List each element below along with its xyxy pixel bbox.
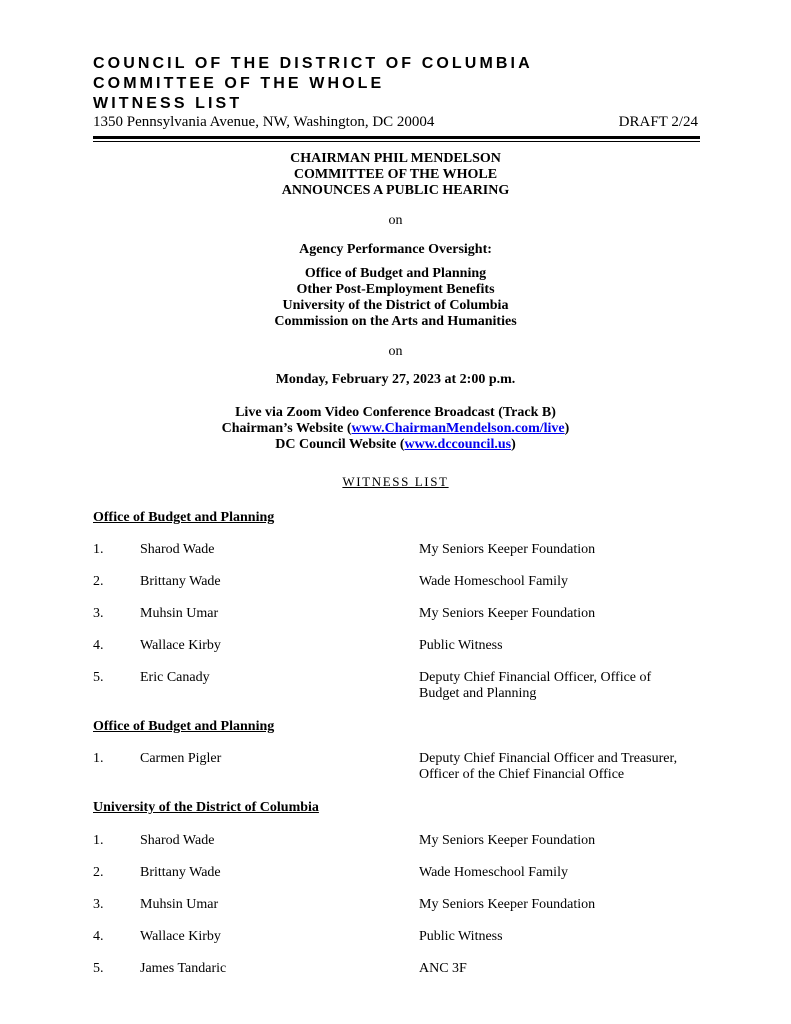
witness-name: Brittany Wade: [140, 865, 221, 880]
draft-label: DRAFT 2/24: [618, 114, 698, 130]
witness-organization: Deputy Chief Financial Officer, Office of: [419, 670, 652, 685]
witness-name: Wallace Kirby: [140, 929, 221, 944]
witness-organization: Wade Homeschool Family: [419, 574, 568, 589]
header-rule-thin: [93, 141, 700, 142]
council-website-link[interactable]: www.dccouncil.us: [404, 437, 512, 452]
witness-number: 1.: [93, 542, 104, 557]
witness-number: 4.: [93, 929, 104, 944]
witness-name: Eric Canady: [140, 670, 210, 685]
council-website-close: ): [511, 437, 516, 452]
committee-title: COMMITTEE OF THE WHOLE: [93, 75, 385, 92]
broadcast-info: Live via Zoom Video Conference Broadcast (Track B): [235, 405, 556, 420]
witness-number: 5.: [93, 670, 104, 685]
agency-item: Other Post-Employment Benefits: [296, 282, 495, 297]
witness-number: 5.: [93, 961, 104, 976]
witness-number: 1.: [93, 833, 104, 848]
witness-list-title: [0, 474, 791, 490]
witness-organization-continued: Budget and Planning: [419, 686, 537, 701]
announce-committee: COMMITTEE OF THE WHOLE: [293, 167, 498, 182]
section-title: University of the District of Columbia: [93, 800, 319, 815]
council-title: COUNCIL OF THE DISTRICT OF COLUMBIA: [93, 55, 533, 72]
council-website-line: [0, 437, 791, 453]
witness-organization: Wade Homeschool Family: [419, 865, 568, 880]
header-rule-thick: [93, 136, 700, 139]
witness-name: James Tandaric: [140, 961, 227, 976]
witness-organization: My Seniors Keeper Foundation: [419, 833, 596, 848]
witness-name: Muhsin Umar: [140, 606, 219, 621]
witness-number: 3.: [93, 897, 104, 912]
witness-number: 2.: [93, 574, 104, 589]
witness-number: 1.: [93, 751, 104, 766]
witness-organization-continued: Officer of the Chief Financial Office: [419, 767, 625, 782]
witness-name: Sharod Wade: [140, 833, 215, 848]
witness-organization: Deputy Chief Financial Officer and Treasurer,: [419, 751, 678, 766]
witness-organization: Public Witness: [419, 638, 503, 653]
announce-hearing: ANNOUNCES A PUBLIC HEARING: [281, 183, 510, 198]
announce-chairman: CHAIRMAN PHIL MENDELSON: [290, 151, 501, 166]
hearing-topic: Agency Performance Oversight:: [299, 242, 492, 257]
witness-name: Wallace Kirby: [140, 638, 221, 653]
witness-list-title-text: WITNESS LIST: [342, 474, 449, 489]
witness-name: Brittany Wade: [140, 574, 221, 589]
address: 1350 Pennsylvania Avenue, NW, Washington, DC 20004: [93, 114, 435, 130]
announce-on: on: [388, 213, 403, 228]
witness-number: 4.: [93, 638, 104, 653]
council-website-label: DC Council Website (: [275, 437, 405, 452]
witness-number: 3.: [93, 606, 104, 621]
section-title: Office of Budget and Planning: [93, 719, 275, 734]
witness-name: Muhsin Umar: [140, 897, 219, 912]
witness-list-heading: WITNESS LIST: [93, 95, 243, 112]
witness-number: 2.: [93, 865, 104, 880]
agency-item: Commission on the Arts and Humanities: [274, 314, 517, 329]
chairman-website-label: Chairman’s Website (: [221, 421, 352, 436]
chairman-website-line: [0, 421, 791, 437]
chairman-website-close: ): [564, 421, 570, 436]
witness-organization: My Seniors Keeper Foundation: [419, 897, 596, 912]
announce-on: on: [388, 344, 403, 359]
witness-organization: My Seniors Keeper Foundation: [419, 542, 596, 557]
witness-organization: ANC 3F: [419, 961, 467, 976]
section-title: Office of Budget and Planning: [93, 510, 275, 525]
witness-organization: My Seniors Keeper Foundation: [419, 606, 596, 621]
witness-name: Carmen Pigler: [140, 751, 222, 766]
witness-name: Sharod Wade: [140, 542, 215, 557]
hearing-date: Monday, February 27, 2023 at 2:00 p.m.: [275, 372, 516, 387]
agency-item: University of the District of Columbia: [282, 298, 509, 313]
witness-organization: Public Witness: [419, 929, 503, 944]
agency-item: Office of Budget and Planning: [304, 266, 487, 281]
chairman-website-link[interactable]: www.ChairmanMendelson.com/live: [351, 421, 565, 436]
